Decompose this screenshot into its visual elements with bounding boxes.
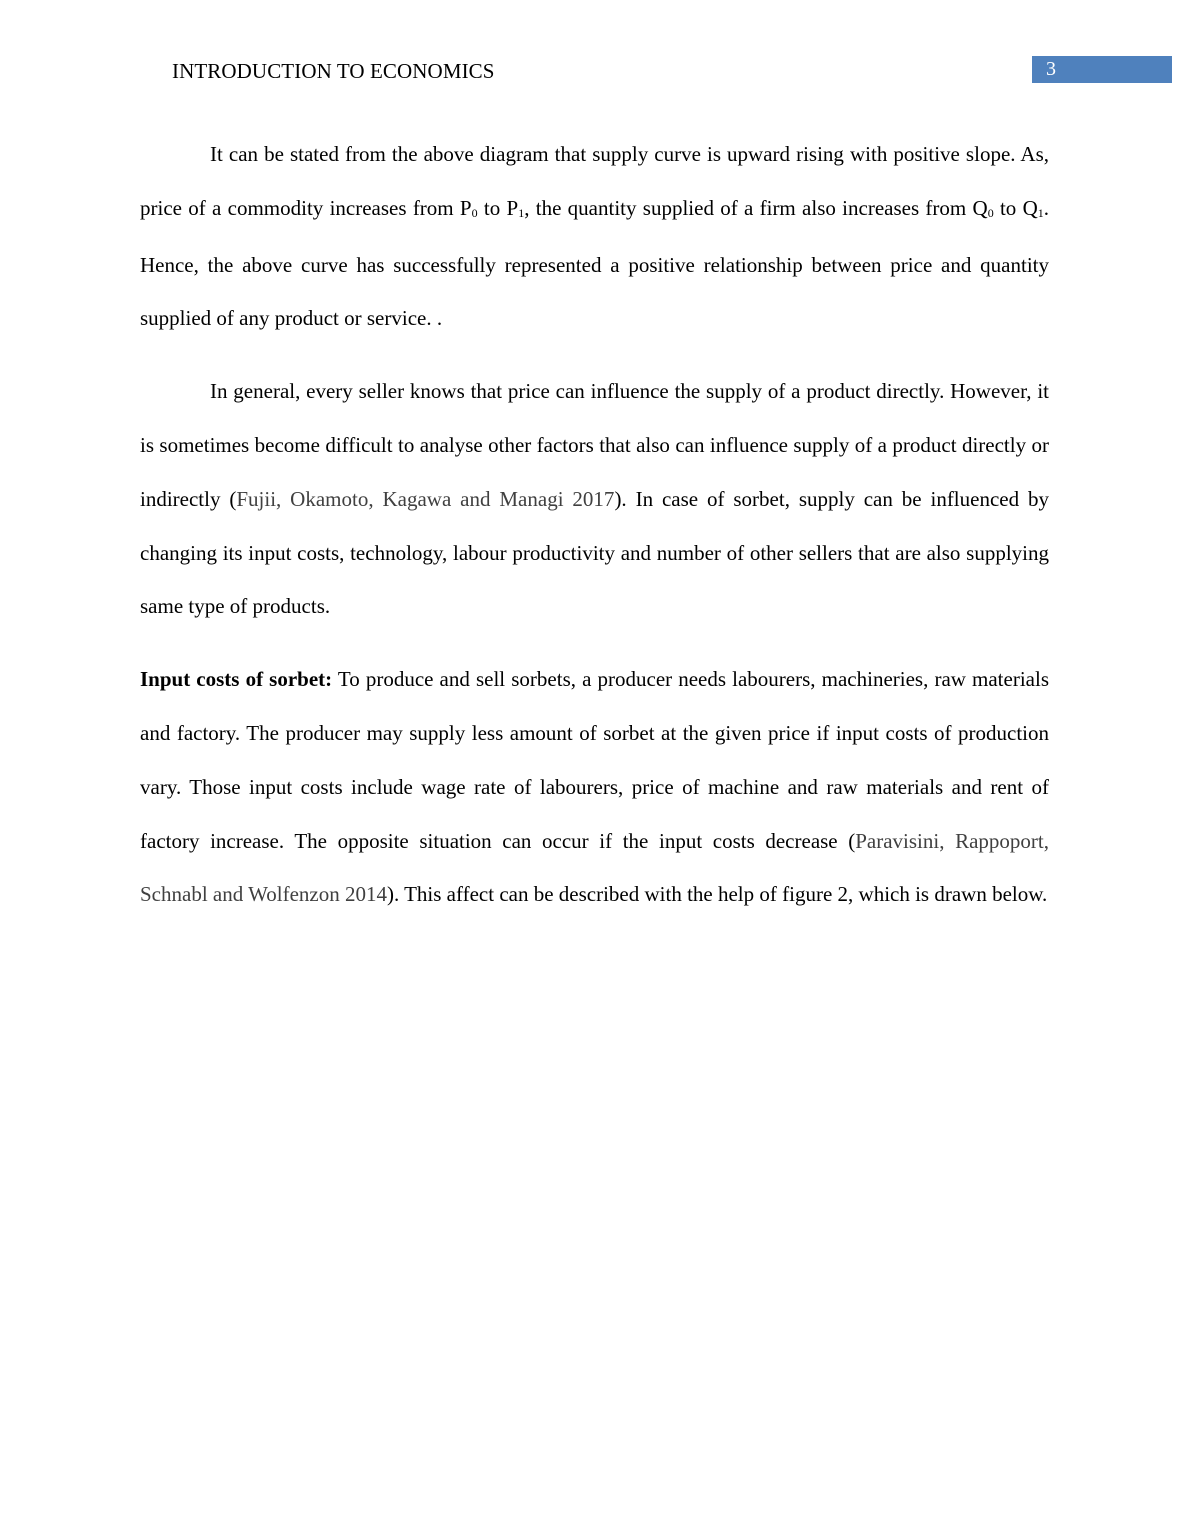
subscript: 1 (1037, 205, 1044, 220)
citation: Fujii, Okamoto, Kagawa and Managi 2017 (236, 486, 615, 511)
page-number-badge (1032, 56, 1172, 83)
paragraph-text: To produce and sell sorbets, a producer needs labourers, machineries, raw materials and factory. The producer may supply less amount of sorbet at the given price if input costs of production vary. Those input costs include wage rate of labourers, price of machine and raw materials and rent of factory increase. The opposite situation can occur if the input costs decrease ( (140, 667, 1049, 853)
document-body (140, 128, 1049, 922)
section-heading: Input costs of sorbet: (140, 667, 333, 692)
paragraph-text: to Q (993, 195, 1038, 220)
subscript: 0 (471, 205, 478, 220)
paragraph-supply-curve (140, 128, 1049, 346)
paragraph-text: ). This affect can be described with the help of figure 2, which is drawn below. (386, 882, 1048, 907)
paragraph-text: It can be stated from the above diagram that supply curve is upward rising with positive slope. As, price of a commodity increases from P (140, 142, 1049, 220)
page-number: 3 (1046, 58, 1056, 80)
paragraph-text: . Hence, the above curve has successfully represented a positive relationship between price and quantity supplied of any product or service. . (140, 195, 1050, 331)
paragraph-other-factors (140, 365, 1049, 634)
paragraph-text: to P (477, 195, 519, 220)
paragraph-text: In general, every seller knows that price can influence the supply of a product directly. However, it is sometimes become difficult to analyse other factors that also can influence supply of a product directly or indirectly ( (140, 379, 1049, 511)
subscript: 0 (987, 205, 994, 220)
subscript: 1 (518, 205, 525, 220)
running-header-title: INTRODUCTION TO ECONOMICS (172, 59, 495, 83)
citation: Paravisini, Rappoport, Schnabl and Wolfenzon 2014 (140, 828, 1049, 907)
paragraph-text: , the quantity supplied of a firm also increases from Q (524, 195, 988, 220)
paragraph-text: ). In case of sorbet, supply can be influenced by changing its input costs, technology, labour productivity and number of other sellers that are also supplying same type of products. (140, 486, 1050, 619)
paragraph-input-costs (140, 653, 1049, 922)
